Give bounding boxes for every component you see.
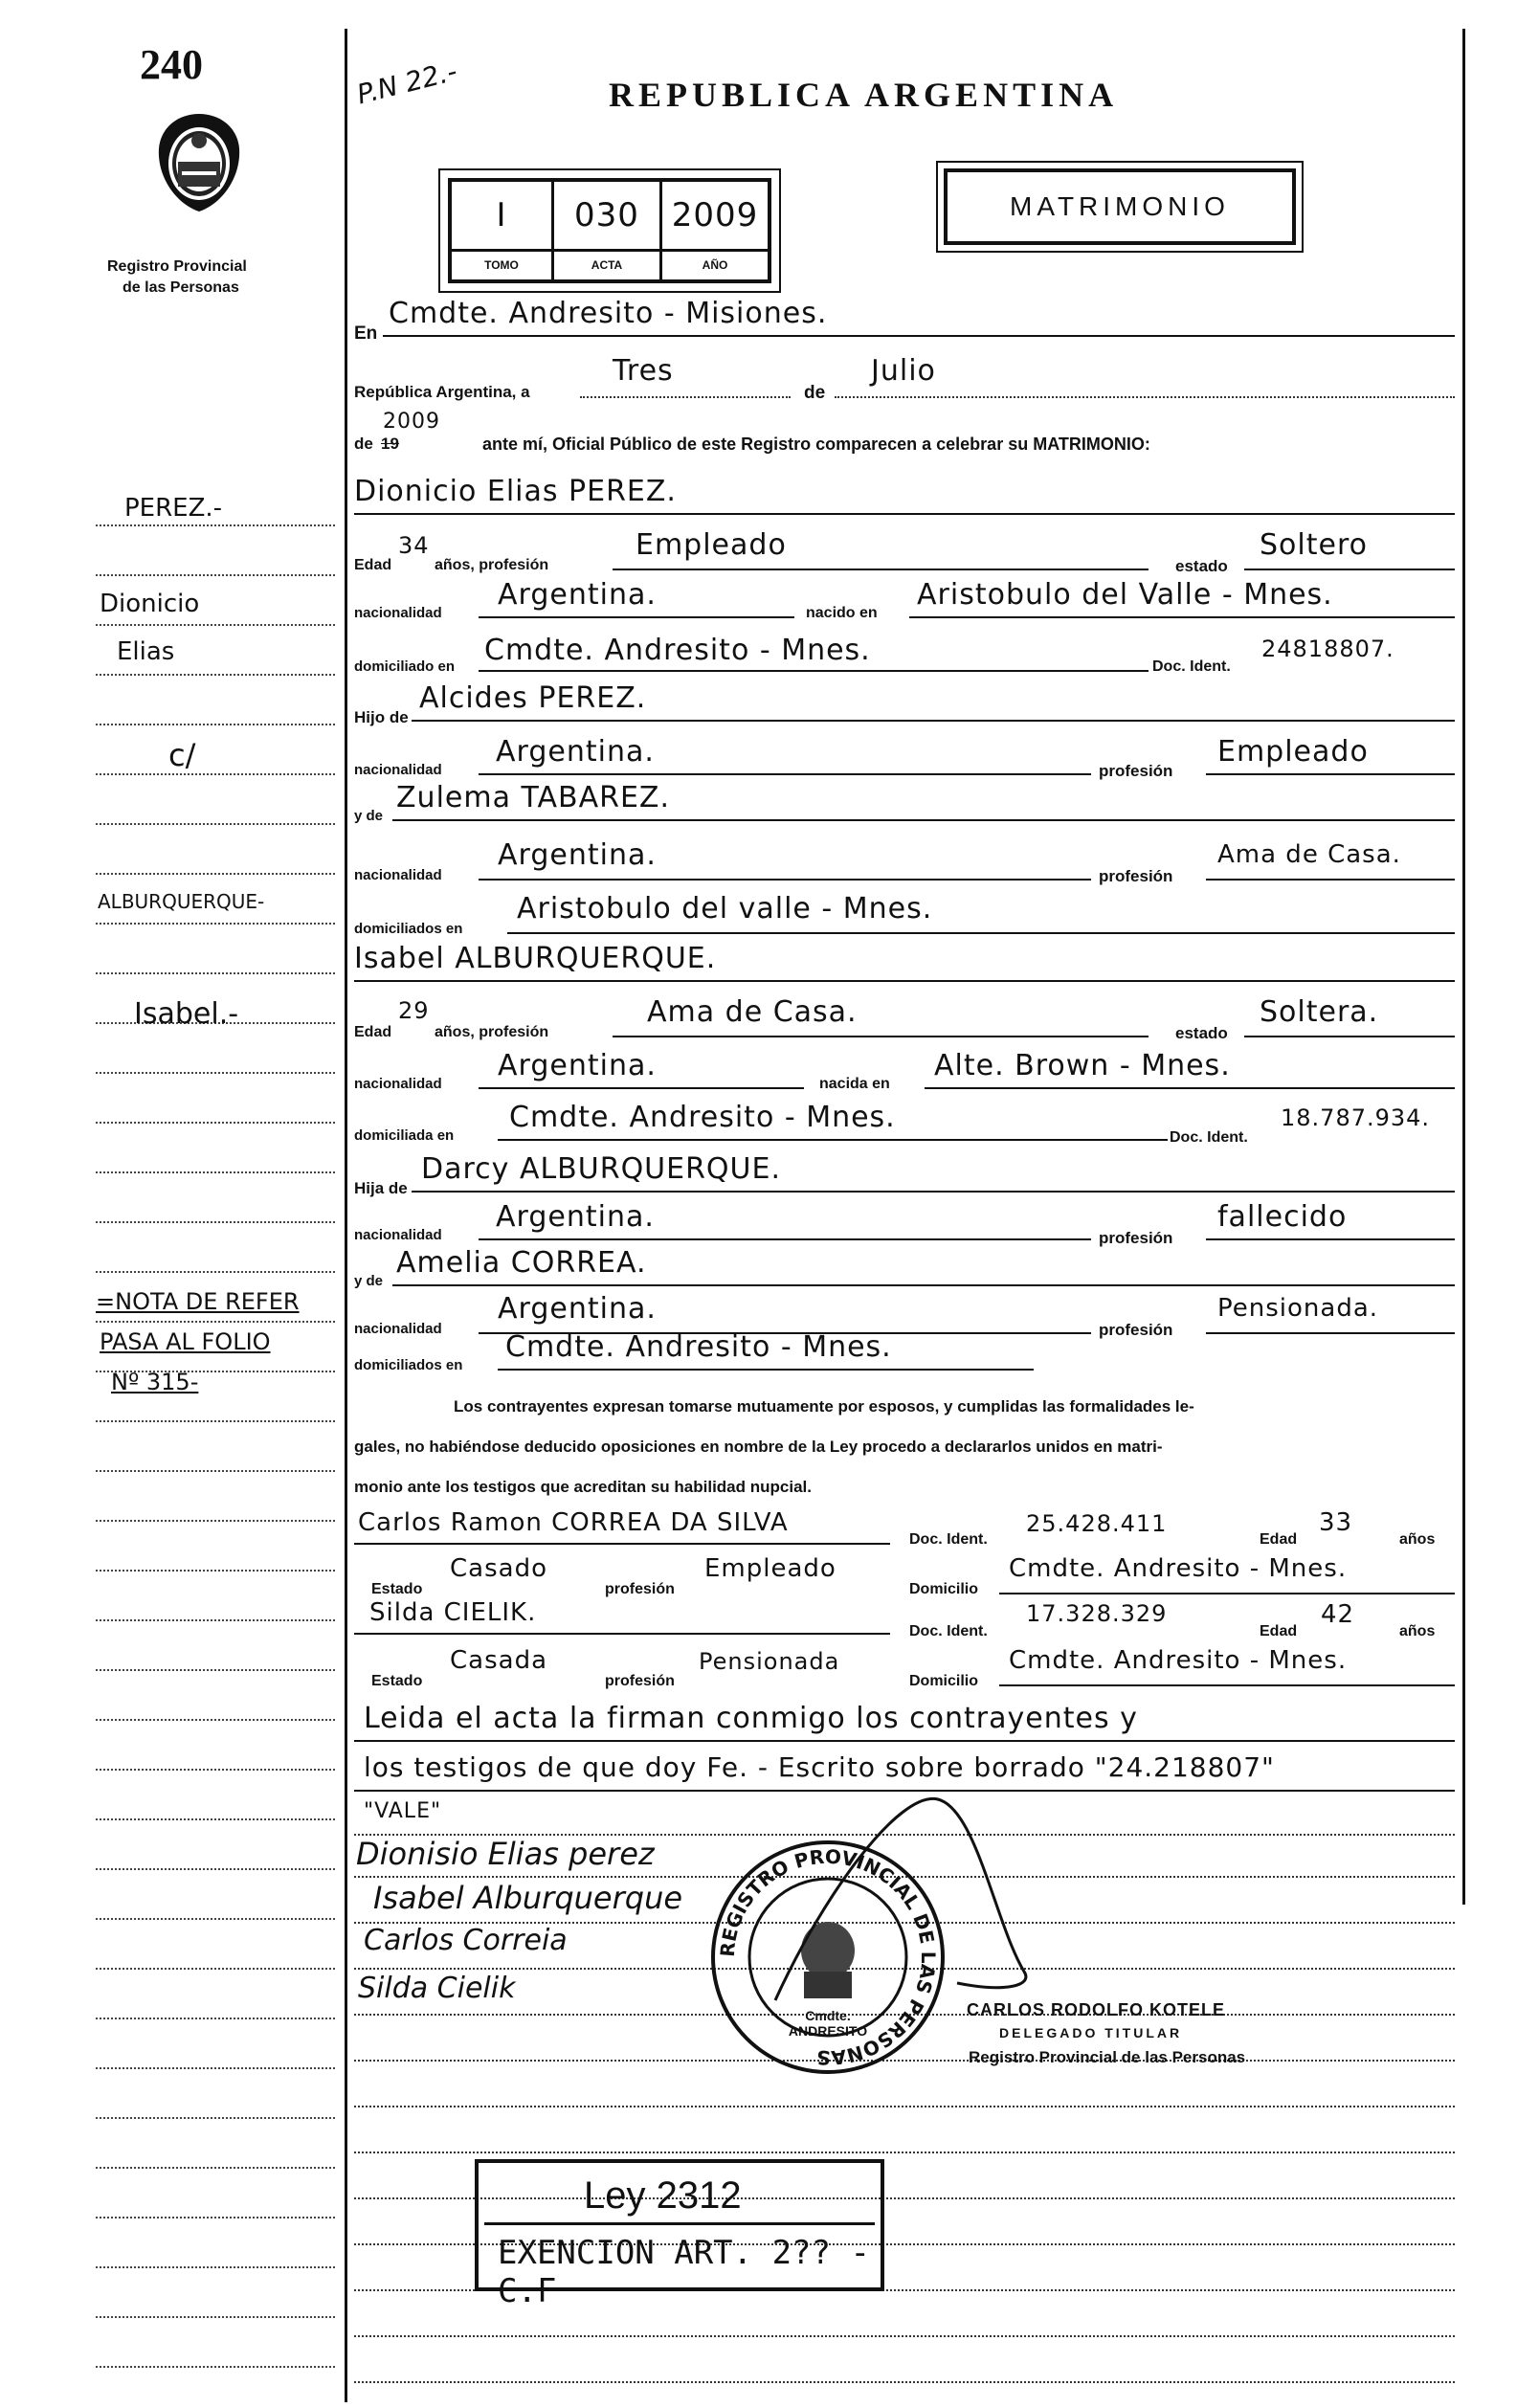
groom-doc-label: Doc. Ident. — [1152, 658, 1231, 675]
groom-parents-domicile: Aristobulo del valle - Mnes. — [517, 892, 933, 925]
margin-rule-line — [96, 1420, 335, 1422]
groom-mother-nac-label: nacionalidad — [354, 867, 442, 883]
margin-rule-line — [96, 2117, 335, 2119]
record-type-label: MATRIMONIO — [1010, 191, 1230, 221]
margin-rule-line — [96, 1868, 335, 1870]
bride-mother-nationality: Argentina. — [498, 1292, 657, 1326]
margin-rule-line — [96, 2018, 335, 2019]
margin-rule-line — [96, 1171, 335, 1173]
witness1-status: Casado — [450, 1554, 547, 1583]
left-margin-rule — [345, 29, 347, 2402]
margin-rule-line — [96, 1818, 335, 1820]
signature-rule-line — [354, 2106, 1455, 2107]
groom-yde-label: y de — [354, 808, 384, 824]
groom-dom-label: domiciliado en — [354, 658, 456, 675]
signature-rule-line — [354, 2381, 1455, 2383]
witness2-doc: 17.328.329 — [1026, 1600, 1168, 1627]
bride-father-nac-label: nacionalidad — [354, 1227, 442, 1243]
margin-rule-line — [96, 674, 335, 676]
republica-label: República Argentina, a — [354, 383, 530, 401]
witness2-estado-label: Estado — [371, 1673, 423, 1689]
margin-rule-line — [96, 574, 335, 576]
margin-rule-line — [96, 1968, 335, 1970]
margin-rule-line — [96, 2316, 335, 2318]
en-label: En — [354, 323, 378, 344]
year-prefix-struck: 19 — [381, 435, 399, 453]
day-value: Tres — [613, 354, 674, 388]
bride-mother: Amelia CORREA. — [396, 1246, 647, 1280]
bride-full-name: Isabel ALBURQUERQUE. — [354, 942, 717, 975]
margin-groom-surname: PEREZ.- — [124, 494, 223, 523]
stamp-inner-text: Cmdte. ANDRESITO — [788, 2008, 868, 2039]
acta-label: ACTA — [554, 252, 662, 279]
declaration-line3: monio ante los testigos que acreditan su habilidad nupcial. — [354, 1478, 812, 1496]
bride-status: Soltera. — [1260, 995, 1379, 1029]
witness1-dom-label: Domicilio — [909, 1581, 979, 1597]
groom-mother-prof-label: profesión — [1099, 867, 1173, 885]
month-value: Julio — [871, 354, 936, 388]
groom-mother-profession: Ama de Casa. — [1217, 840, 1401, 869]
declaration-line1: Los contrayentes expresan tomarse mutuamente por esposos, y cumplidas las formalidades le- — [454, 1397, 1194, 1416]
groom-father: Alcides PEREZ. — [419, 681, 647, 715]
margin-bride-name: Isabel.- — [134, 997, 239, 1031]
witness2-edad-label: Edad — [1260, 1623, 1298, 1639]
place-value: Cmdte. Andresito - Misiones. — [389, 297, 828, 330]
margin-rule-line — [96, 2217, 335, 2218]
groom-edad-label: Edad — [354, 557, 392, 573]
bride-parents-dom-label: domiciliados en — [354, 1357, 463, 1373]
witness1-prof-label: profesión — [605, 1581, 675, 1597]
bride-father: Darcy ALBURQUERQUE. — [421, 1152, 781, 1186]
margin-note-line3: Nº 315- — [111, 1369, 199, 1395]
margin-rule-line — [96, 2167, 335, 2169]
groom-full-name: Dionicio Elias PEREZ. — [354, 475, 677, 508]
de-month-label: de — [804, 383, 826, 403]
bride-edad-label: Edad — [354, 1024, 392, 1040]
bride-mother-profession: Pensionada. — [1217, 1294, 1379, 1323]
registry-shield-logo — [153, 110, 245, 215]
exemption-stamp — [475, 2159, 884, 2310]
signature-witness1: Carlos Correia — [364, 1924, 568, 1957]
groom-nacido-label: nacido en — [806, 605, 878, 621]
de-year-label: de — [354, 435, 373, 453]
tomo-acta-ano-box — [448, 178, 771, 283]
acta-value: 030 — [554, 182, 662, 249]
stamp-ring-text: REGISTRO PROVINCIAL DE LAS PERSONAS — [715, 1844, 941, 2070]
groom-estado-label: estado — [1175, 557, 1228, 575]
groom-mother: Zulema TABAREZ. — [396, 781, 671, 814]
margin-note-line1: =NOTA DE REFER — [96, 1288, 300, 1315]
groom-nac-label: nacionalidad — [354, 605, 442, 621]
closing-line3: "VALE" — [364, 1799, 442, 1823]
record-type-box — [944, 168, 1296, 245]
witness2-dom-label: Domicilio — [909, 1673, 979, 1689]
margin-conjunction: c/ — [168, 737, 196, 773]
margin-rule-line — [96, 1769, 335, 1771]
official-name: CARLOS RODOLFO KOTELE — [967, 2000, 1225, 2019]
margin-groom-name1: Dionicio — [100, 590, 200, 618]
witness1-name: Carlos Ramon CORREA DA SILVA — [358, 1508, 789, 1537]
witness1-doc-label: Doc. Ident. — [909, 1531, 988, 1548]
tomo-label: TOMO — [452, 252, 554, 279]
margin-rule-line — [96, 1122, 335, 1124]
bride-anos-prof-label: años, profesión — [435, 1024, 549, 1040]
bride-birthplace: Alte. Brown - Mnes. — [934, 1049, 1231, 1082]
groom-anos-prof-label: años, profesión — [435, 557, 549, 573]
groom-profession: Empleado — [636, 528, 787, 562]
bride-doc: 18.787.934. — [1281, 1104, 1431, 1131]
groom-father-nac-label: nacionalidad — [354, 762, 442, 778]
intro-tail: ante mí, Oficial Público de este Registro comparecen a celebrar su MATRIMONIO: — [482, 435, 1150, 454]
groom-domicile: Cmdte. Andresito - Mnes. — [484, 634, 871, 667]
bride-dom-label: domiciliada en — [354, 1127, 455, 1144]
groom-nationality: Argentina. — [498, 578, 657, 612]
margin-rule-line — [96, 923, 335, 925]
margin-rule-line — [96, 2266, 335, 2268]
closing-line1: Leida el acta la firman conmigo los contrayentes y — [364, 1702, 1138, 1735]
bride-profession: Ama de Casa. — [647, 995, 858, 1029]
groom-father-nationality: Argentina. — [496, 735, 655, 769]
registry-name-line2: de las Personas — [123, 279, 239, 296]
bride-yde-label: y de — [354, 1273, 384, 1289]
margin-rule-line — [96, 1221, 335, 1223]
margin-rule-line — [96, 1669, 335, 1671]
witness2-age: 42 — [1321, 1600, 1355, 1629]
witness1-domicile: Cmdte. Andresito - Mnes. — [1009, 1554, 1348, 1583]
bride-age: 29 — [398, 997, 430, 1024]
witness1-estado-label: Estado — [371, 1581, 423, 1597]
signature-witness2: Silda Cielik — [358, 1972, 516, 2005]
margin-rule-line — [96, 624, 335, 626]
witness1-profession: Empleado — [704, 1554, 836, 1583]
signature-rule-line — [354, 2152, 1455, 2153]
margin-rule-line — [96, 2067, 335, 2069]
bride-father-profession: fallecido — [1217, 1200, 1348, 1234]
margin-rule-line — [96, 1072, 335, 1074]
margin-rule-line — [96, 524, 335, 526]
witness1-doc: 25.428.411 — [1026, 1510, 1168, 1537]
groom-father-prof-label: profesión — [1099, 762, 1173, 780]
margin-rule-line — [96, 1719, 335, 1721]
groom-status: Soltero — [1260, 528, 1368, 562]
bride-father-prof-label: profesión — [1099, 1229, 1173, 1247]
witness2-status: Casada — [450, 1646, 548, 1675]
tomo-value: I — [452, 182, 554, 249]
signature-groom: Dionisio Elias perez — [356, 1836, 655, 1872]
groom-parents-dom-label: domiciliados en — [354, 921, 463, 937]
margin-rule-line — [96, 1619, 335, 1621]
witness2-name: Silda CIELIK. — [369, 1598, 537, 1627]
exemption-line2: EXENCION ART. 2?? - C.F — [498, 2234, 870, 2310]
ano-value: 2009 — [671, 196, 759, 234]
groom-doc: 24818807. — [1261, 635, 1394, 662]
margin-rule-line — [96, 1271, 335, 1273]
margin-rule-line — [96, 1918, 335, 1920]
year-value: 2009 — [383, 410, 440, 434]
witness1-edad-label: Edad — [1260, 1531, 1298, 1548]
witness2-anos: años — [1399, 1623, 1436, 1639]
groom-hijo-label: Hijo de — [354, 708, 409, 726]
witness2-domicile: Cmdte. Andresito - Mnes. — [1009, 1646, 1348, 1675]
bride-mother-prof-label: profesión — [1099, 1321, 1173, 1339]
margin-rule-line — [96, 2366, 335, 2368]
margin-rule-line — [96, 1470, 335, 1472]
witness1-age: 33 — [1319, 1508, 1353, 1537]
bride-hija-label: Hija de — [354, 1179, 408, 1197]
groom-mother-nationality: Argentina. — [498, 838, 657, 872]
registry-name-line1: Registro Provincial — [107, 258, 247, 275]
margin-rule-line — [96, 1321, 335, 1323]
official-title: DELEGADO TITULAR — [999, 2025, 1183, 2040]
witness2-profession: Pensionada — [699, 1648, 840, 1675]
declaration-line2: gales, no habiéndose deducido oposiciones en nombre de la Ley procedo a declararlos unidos en matri- — [354, 1438, 1163, 1456]
bride-nationality: Argentina. — [498, 1049, 657, 1082]
bride-nacida-label: nacida en — [819, 1076, 890, 1092]
margin-rule-line — [96, 1570, 335, 1572]
bride-mother-nac-label: nacionalidad — [354, 1321, 442, 1337]
exemption-line1: Ley 2312 — [584, 2174, 742, 2217]
bride-father-nationality: Argentina. — [496, 1200, 655, 1234]
bride-domicile: Cmdte. Andresito - Mnes. — [509, 1101, 896, 1134]
closing-line2: los testigos de que doy Fe. - Escrito sobre borrado "24.218807" — [364, 1751, 1275, 1783]
margin-rule-line — [96, 1520, 335, 1522]
country-title: REPUBLICA ARGENTINA — [609, 76, 1119, 114]
margin-bride-surname: ALBURQUERQUE- — [98, 890, 265, 913]
margin-rule-line — [96, 972, 335, 974]
page-number: 240 — [140, 41, 203, 88]
bride-parents-domicile: Cmdte. Andresito - Mnes. — [505, 1330, 892, 1364]
groom-birthplace: Aristobulo del Valle - Mnes. — [917, 578, 1333, 612]
bride-nac-label: nacionalidad — [354, 1076, 442, 1092]
official-office: Registro Provincial de las Personas — [969, 2048, 1246, 2066]
margin-note-line2: PASA AL FOLIO — [100, 1328, 271, 1355]
margin-rule-line — [96, 773, 335, 775]
margin-rule-line — [96, 724, 335, 725]
bride-doc-label: Doc. Ident. — [1170, 1129, 1248, 1146]
signature-bride: Isabel Alburquerque — [373, 1880, 683, 1916]
handwritten-reference: P.N 22.- — [353, 55, 460, 111]
bride-estado-label: estado — [1175, 1024, 1228, 1042]
margin-rule-line — [96, 823, 335, 825]
witness2-doc-label: Doc. Ident. — [909, 1623, 988, 1639]
witness1-anos: años — [1399, 1531, 1436, 1548]
margin-groom-name2: Elias — [117, 637, 175, 666]
witness2-prof-label: profesión — [605, 1673, 675, 1689]
right-margin-rule — [1462, 29, 1465, 1905]
signature-rule-line — [354, 2335, 1455, 2337]
signature-scrawl — [766, 1780, 1053, 2010]
margin-rule-line — [96, 873, 335, 875]
groom-father-profession: Empleado — [1217, 735, 1369, 769]
groom-age: 34 — [398, 532, 430, 559]
ano-label: AÑO — [702, 258, 728, 272]
